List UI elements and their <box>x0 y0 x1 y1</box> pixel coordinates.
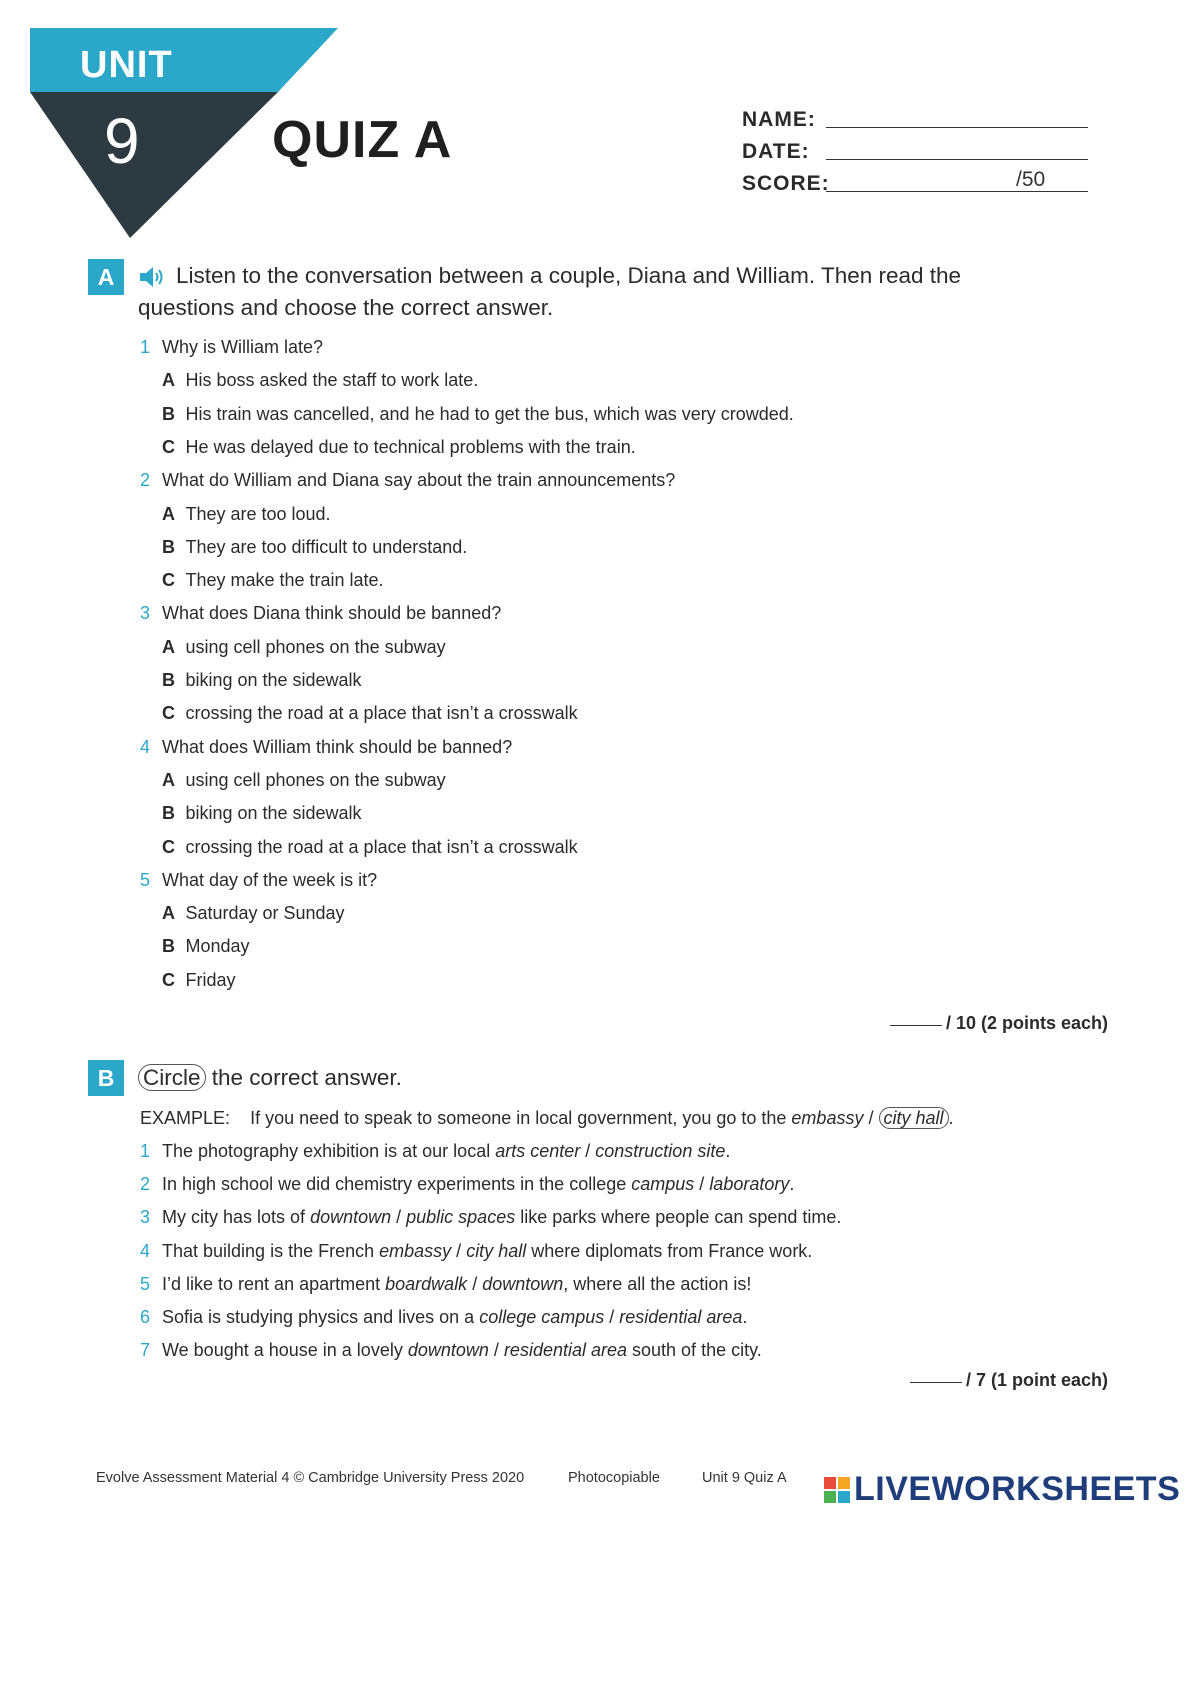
option-text: His boss asked the staff to work late. <box>185 370 479 391</box>
choice-option-2[interactable]: laboratory <box>709 1174 790 1195</box>
section-a-badge: A <box>88 259 124 295</box>
answer-option[interactable] <box>162 637 446 658</box>
answer-option[interactable] <box>162 670 362 691</box>
option-text: crossing the road at a place that isn’t a crosswalk <box>185 703 578 724</box>
option-letter: B <box>162 670 175 690</box>
option-text: using cell phones on the subway <box>185 769 446 790</box>
item-number: 7 <box>140 1340 151 1361</box>
answer-option[interactable] <box>162 404 794 425</box>
answer-option[interactable] <box>162 803 362 824</box>
sentence-before: I’d like to rent an apartment <box>162 1273 381 1294</box>
question-text: What does William think should be banned? <box>162 736 513 757</box>
question-number: 1 <box>140 337 151 357</box>
option-letter: B <box>162 936 175 957</box>
liveworksheets-logo[interactable] <box>824 1470 1180 1509</box>
option-text: Saturday or Sunday <box>185 903 345 924</box>
option-letter: C <box>162 969 175 990</box>
section-b-instruction-text: the correct answer. <box>211 1065 402 1090</box>
option-text: They are too difficult to understand. <box>185 536 468 557</box>
option-letter: A <box>162 769 175 790</box>
speaker-icon[interactable] <box>138 264 166 290</box>
option-letter: A <box>162 903 175 924</box>
option-letter: C <box>162 436 175 457</box>
footer-photocopiable: Photocopiable <box>568 1470 660 1486</box>
item-number: 1 <box>140 1141 151 1161</box>
option-letter: A <box>162 370 175 391</box>
name-label: NAME: <box>742 108 816 131</box>
answer-option[interactable] <box>162 504 331 525</box>
logo-text: LIVEWORKSHEETS <box>854 1470 1181 1508</box>
option-text: crossing the road at a place that isn’t a crosswalk <box>185 836 578 857</box>
answer-option[interactable] <box>162 903 345 924</box>
item-number: 2 <box>140 1174 151 1195</box>
option-text: Monday <box>185 936 250 957</box>
choice-option-2[interactable]: construction site <box>595 1141 726 1161</box>
answer-option[interactable] <box>162 537 467 558</box>
answer-option[interactable] <box>162 570 384 591</box>
option-text: biking on the sidewalk <box>185 803 362 824</box>
choice-option-1[interactable]: downtown <box>407 1340 489 1361</box>
answer-option[interactable] <box>162 970 235 991</box>
section-b-badge: B <box>88 1060 124 1096</box>
section-a-points <box>890 1013 1108 1034</box>
option-text: using cell phones on the subway <box>185 636 446 657</box>
answer-option[interactable] <box>162 936 250 957</box>
example-option-1: embassy <box>791 1108 864 1128</box>
sentence-after: south of the city. <box>632 1340 762 1361</box>
example-option-2-circled: city hall <box>879 1107 949 1129</box>
circle-word: Circle <box>138 1064 206 1091</box>
score-denominator: /50 <box>1016 168 1046 191</box>
choice-option-1[interactable]: embassy <box>379 1240 452 1261</box>
question-number: 3 <box>140 603 151 624</box>
sentence-after: . <box>725 1141 731 1161</box>
option-text: They are too loud. <box>185 503 331 524</box>
sentence-before: We bought a house in a lovely <box>162 1340 403 1361</box>
option-letter: C <box>162 836 175 857</box>
option-letter: C <box>162 570 175 591</box>
option-text: He was delayed due to technical problems with the train. <box>185 436 636 457</box>
sentence-item: My city has lots of downtown / public spaces like parks where people can spend time. <box>162 1207 842 1228</box>
section-b-points <box>910 1370 1108 1391</box>
option-text: Friday <box>185 969 236 990</box>
item-number: 5 <box>140 1273 151 1294</box>
answer-option[interactable] <box>162 837 578 858</box>
sentence-after: . <box>789 1174 795 1195</box>
sentence-item: We bought a house in a lovely downtown / residential area south of the city. <box>162 1340 762 1361</box>
section-a-points-text: / 10 (2 points each) <box>946 1013 1109 1033</box>
date-label: DATE: <box>742 140 810 163</box>
question-text: What do William and Diana say about the train announcements? <box>162 470 676 491</box>
section-a-instruction-line2: questions and choose the correct answer. <box>138 295 554 320</box>
question-number: 2 <box>140 470 151 491</box>
option-letter: B <box>162 536 175 557</box>
sentence-after: , where all the action is! <box>563 1273 752 1294</box>
question-number: 5 <box>140 869 151 890</box>
section-b-instruction <box>138 1062 402 1094</box>
choice-option-1[interactable]: downtown <box>310 1207 392 1228</box>
sentence-item: That building is the French embassy / city hall where diplomats from France work. <box>162 1240 813 1261</box>
choice-option-2[interactable]: city hall <box>466 1240 527 1261</box>
question-text: What day of the week is it? <box>162 869 378 890</box>
choice-option-2[interactable]: public spaces <box>406 1207 516 1228</box>
sentence-before: The photography exhibition is at our local <box>162 1141 491 1161</box>
question-text: What does Diana think should be banned? <box>162 603 502 624</box>
footer-copyright: Evolve Assessment Material 4 © Cambridge University Press 2020 <box>96 1470 525 1486</box>
sentence-after: . <box>742 1307 748 1327</box>
score-label: SCORE: <box>742 172 830 195</box>
answer-option[interactable] <box>162 437 636 458</box>
section-a-score-field[interactable] <box>890 1025 942 1026</box>
example-separator: / <box>868 1108 874 1128</box>
sentence-item: In high school we did chemistry experiments in the college campus / laboratory. <box>162 1174 795 1195</box>
example-row <box>140 1108 954 1129</box>
option-letter: B <box>162 403 175 424</box>
choice-option-2[interactable]: residential area <box>619 1307 743 1327</box>
option-text: They make the train late. <box>185 570 384 591</box>
answer-option[interactable] <box>162 370 478 391</box>
sentence-item: Sofia is studying physics and lives on a college campus / residential area. <box>162 1307 748 1327</box>
sentence-item: The photography exhibition is at our local arts center / construction site. <box>162 1141 731 1161</box>
item-number: 4 <box>140 1240 151 1261</box>
option-letter: A <box>162 636 175 657</box>
liveworksheets-icon <box>824 1477 850 1503</box>
choice-option-2[interactable]: residential area <box>503 1340 628 1361</box>
sentence-before: Sofia is studying physics and lives on a <box>162 1307 475 1327</box>
choice-option-1[interactable]: arts center <box>495 1141 581 1161</box>
sentence-before: My city has lots of <box>162 1207 306 1228</box>
example-end: . <box>948 1108 954 1128</box>
sentence-before: In high school we did chemistry experiments in the college <box>162 1174 627 1195</box>
sentence-before: That building is the French <box>162 1240 375 1261</box>
footer-unit-quiz: Unit 9 Quiz A <box>702 1470 787 1486</box>
page-title: QUIZ A <box>272 111 453 169</box>
item-number: 3 <box>140 1207 151 1228</box>
name-field[interactable] <box>826 127 1088 128</box>
option-letter: C <box>162 703 175 724</box>
date-field[interactable] <box>826 159 1088 160</box>
option-text: biking on the sidewalk <box>185 670 362 690</box>
choice-option-1[interactable]: campus <box>631 1174 695 1195</box>
example-text: If you need to speak to someone in local government, you go to the <box>250 1108 787 1128</box>
question-number: 4 <box>140 736 151 757</box>
sentence-item: I’d like to rent an apartment boardwalk / downtown, where all the action is! <box>162 1273 752 1294</box>
question-text: Why is William late? <box>162 337 324 357</box>
score-field[interactable] <box>826 191 1088 192</box>
choice-option-2[interactable]: downtown <box>482 1273 564 1294</box>
unit-label: UNIT <box>80 44 173 86</box>
section-b-points-text: / 7 (1 point each) <box>966 1370 1109 1390</box>
sentence-after: like parks where people can spend time. <box>520 1207 842 1228</box>
option-text: His train was cancelled, and he had to get the bus, which was very crowded. <box>185 403 794 424</box>
section-a-instruction-line1: Listen to the conversation between a couple, Diana and William. Then read the <box>176 263 962 288</box>
choice-option-1[interactable]: college campus <box>479 1307 605 1327</box>
answer-option[interactable] <box>162 703 578 724</box>
option-letter: A <box>162 503 175 524</box>
example-label: EXAMPLE: <box>140 1108 231 1128</box>
option-letter: B <box>162 803 175 824</box>
section-b-score-field[interactable] <box>910 1382 962 1383</box>
sentence-after: where diplomats from France work. <box>531 1240 813 1261</box>
answer-option[interactable] <box>162 770 446 791</box>
unit-number: 9 <box>104 105 140 177</box>
item-number: 6 <box>140 1307 151 1327</box>
choice-option-1[interactable]: boardwalk <box>385 1273 468 1294</box>
